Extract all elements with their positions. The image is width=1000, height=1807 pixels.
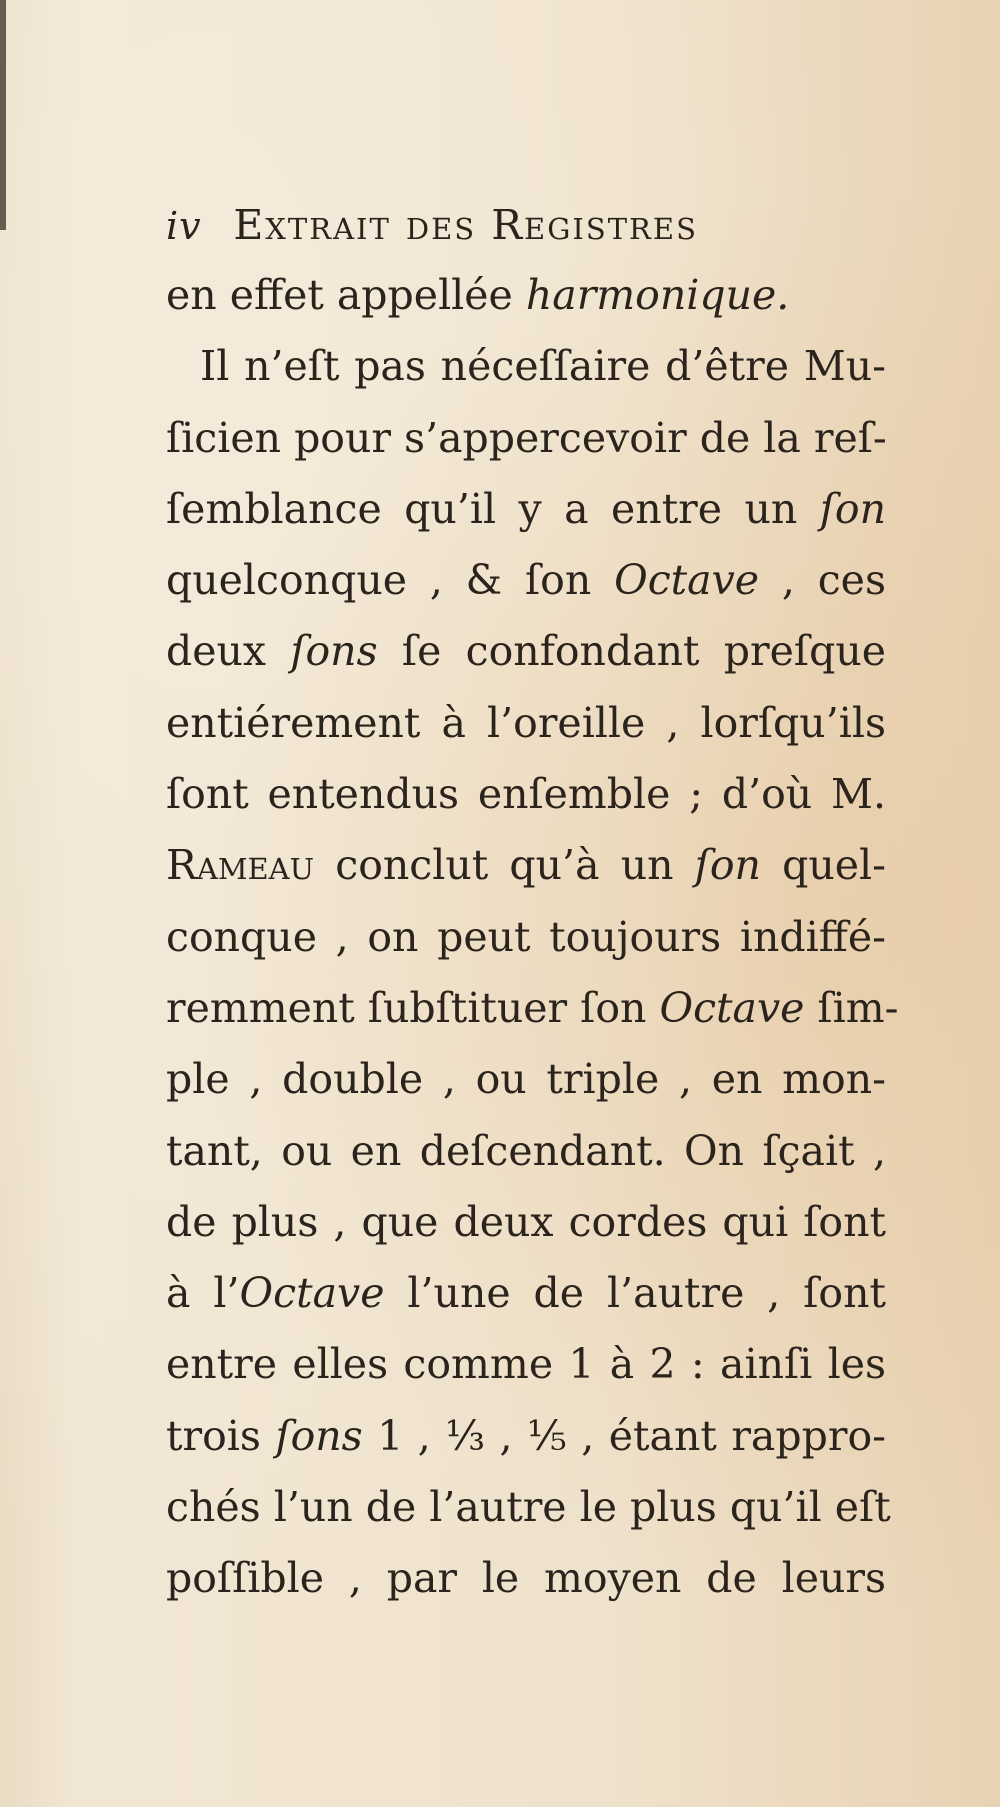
- text-run: ſemblance qu’il y a entre un: [166, 484, 820, 533]
- text-run: ſicien pour s’appercevoir de la reſ-: [166, 413, 887, 462]
- italic-text: Octave: [659, 983, 805, 1032]
- text-line: [166, 759, 886, 830]
- text-run: entre elles comme 1 à 2 : ainſi les: [166, 1340, 886, 1389]
- text-run: 1 , ⅓ , ⅕ , étant rappro-: [362, 1411, 886, 1460]
- text-line: [166, 331, 886, 402]
- italic-text: ſon: [694, 841, 761, 890]
- text-line: [166, 1187, 886, 1258]
- text-run: ple , double , ou triple , en mon-: [166, 1055, 886, 1104]
- text-line: [166, 1401, 886, 1472]
- text-run: conclut qu’à un: [314, 841, 695, 890]
- italic-text: harmonique.: [525, 271, 790, 319]
- text-line: [166, 973, 899, 1044]
- text-run: ſim-: [804, 983, 899, 1032]
- italic-text: ſon: [819, 484, 886, 533]
- text-line: [166, 1543, 886, 1614]
- text-run: deux: [166, 627, 291, 676]
- text-line: [166, 830, 886, 901]
- text-line: [166, 474, 886, 545]
- text-line: [166, 403, 886, 474]
- italic-text: Octave: [614, 556, 760, 605]
- text-run: chés l’un de l’autre le plus qu’il eſt: [166, 1483, 891, 1532]
- text-line: [166, 1116, 886, 1187]
- text-line: [166, 1044, 886, 1115]
- text-line: [166, 688, 886, 759]
- text-run: remment ſubſtituer ſon: [166, 983, 660, 1032]
- text-run: poſſible , par le moyen de leurs: [166, 1554, 886, 1603]
- text-run: quel-: [760, 841, 886, 890]
- running-head: [166, 190, 886, 260]
- text-run: ſont entendus enſemble ; d’où M.: [166, 770, 886, 819]
- text-run: , ces: [759, 556, 886, 605]
- text-run: conque , on peut toujours indiffé-: [166, 912, 886, 961]
- spine-edge: [0, 0, 6, 230]
- text-line: [166, 545, 886, 616]
- small-caps-text: Rameau: [166, 841, 315, 890]
- body-text: [166, 260, 899, 1615]
- italic-text: Octave: [239, 1269, 385, 1318]
- text-line: [166, 260, 886, 331]
- text-run: quelconque , & ſon: [166, 556, 615, 605]
- page-number: iv: [166, 204, 202, 248]
- text-line: [166, 1472, 891, 1543]
- text-run: trois: [166, 1411, 276, 1460]
- text-run: l’une de l’autre , ſont: [384, 1269, 886, 1318]
- running-head-title: Extrait des Registres: [233, 201, 698, 249]
- text-run: en effet appellée: [166, 271, 526, 319]
- text-run: Il n’eſt pas néceſſaire d’être Mu-: [200, 342, 886, 391]
- text-run: à l’: [166, 1269, 240, 1318]
- italic-text: ſons: [290, 627, 378, 676]
- text-run: entiérement à l’oreille , lorſqu’ils: [166, 698, 886, 747]
- text-line: [166, 902, 886, 973]
- text-run: de plus , que deux cordes qui ſont: [166, 1197, 886, 1246]
- text-run: ſe confondant preſque: [377, 627, 887, 676]
- italic-text: ſons: [275, 1411, 363, 1460]
- text-line: [166, 1329, 886, 1400]
- text-line: [166, 616, 886, 687]
- book-page: [166, 190, 899, 1615]
- text-line: [166, 1258, 886, 1329]
- text-run: tant, ou en deſcendant. On ſçait ,: [166, 1126, 886, 1175]
